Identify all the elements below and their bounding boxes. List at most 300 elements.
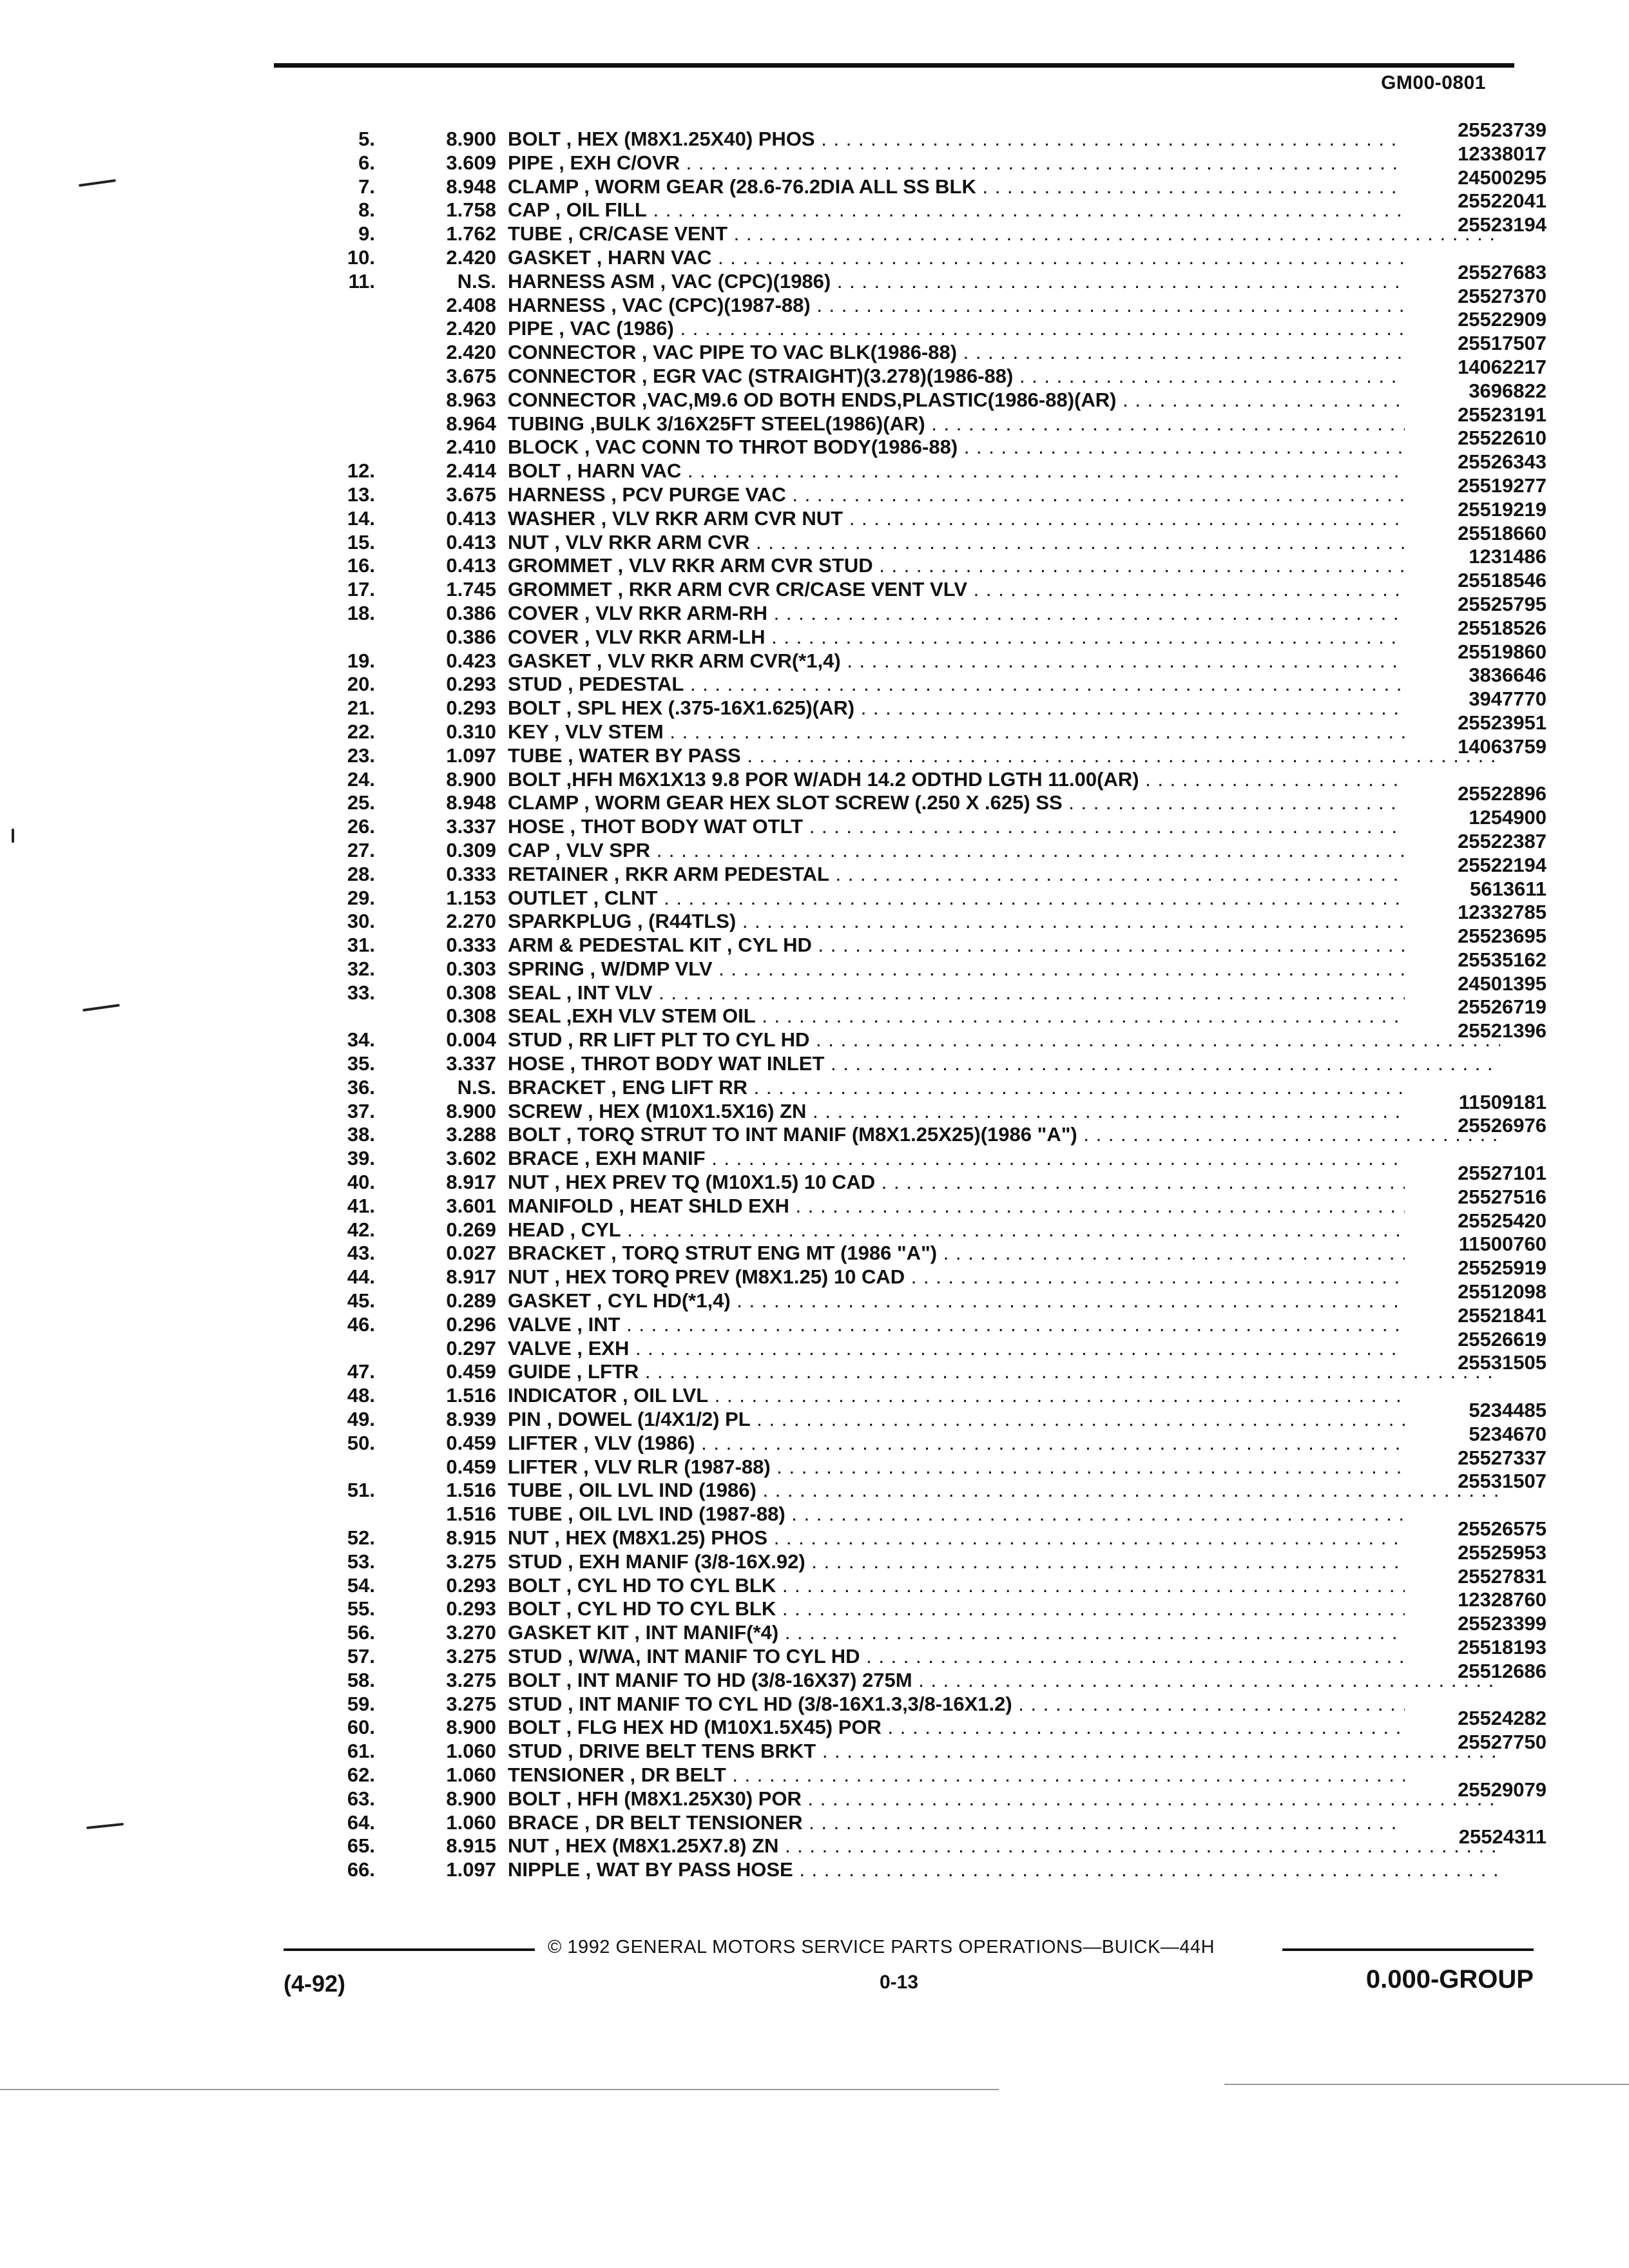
group-code: 0.459	[446, 1431, 496, 1454]
parts-row	[303, 995, 1547, 1028]
parts-row	[303, 1303, 1547, 1337]
part-description: HARNESS , PCV PURGE VAC . . .	[508, 483, 1500, 507]
ref-number: 28.	[347, 862, 375, 885]
parts-row	[303, 782, 1547, 815]
ref-number: 47.	[347, 1360, 375, 1383]
part-description: MANIFOLD , HEAT SHLD EXH . . .	[508, 1195, 1500, 1218]
ref-number: 55.	[347, 1597, 375, 1620]
part-description: CLAMP , WORM GEAR HEX SLOT SCREW (.250 X .625) SS . . .	[508, 791, 1500, 815]
group-code: 2.410	[446, 436, 496, 459]
part-number: 25512686	[1405, 1660, 1547, 1684]
parts-row	[303, 1636, 1547, 1669]
group-code: 1.097	[446, 744, 496, 767]
group-code: 0.413	[446, 554, 496, 577]
part-number: 25526575	[1405, 1517, 1547, 1541]
ref-number: 49.	[347, 1408, 375, 1431]
group-code: 3.337	[446, 1052, 496, 1075]
part-number: 25525795	[1405, 593, 1547, 617]
parts-row	[303, 142, 1547, 175]
part-description: GROMMET , VLV RKR ARM CVR STUD . . .	[508, 554, 1500, 578]
part-description: OUTLET , CLNT . . .	[508, 887, 1500, 910]
ref-number: 51.	[347, 1479, 375, 1502]
ref-number: 42.	[347, 1218, 375, 1241]
parts-row	[303, 166, 1547, 199]
group-code: 2.420	[446, 341, 496, 364]
part-description: HEAD , CYL . . .	[508, 1218, 1500, 1242]
parts-row	[303, 1327, 1547, 1361]
ref-number: 29.	[347, 886, 375, 909]
ref-number: 8.	[358, 198, 375, 222]
ref-number: 6.	[358, 151, 375, 174]
group-code: 3.275	[446, 1645, 496, 1667]
parts-row	[303, 735, 1547, 768]
ref-number: 52.	[347, 1526, 375, 1550]
part-description: RETAINER , RKR ARM PEDESTAL . . .	[508, 863, 1500, 887]
parts-row	[303, 1384, 1547, 1408]
ref-number: 14.	[347, 506, 375, 530]
parts-row	[303, 711, 1547, 744]
parts-row	[303, 497, 1547, 531]
group-code: 8.915	[446, 1526, 496, 1550]
part-description: HOSE , THOT BODY WAT OTLT . . .	[508, 815, 1500, 839]
ref-number: 44.	[347, 1265, 375, 1289]
part-description: BRACE , DR BELT TENSIONER . . .	[508, 1811, 1500, 1835]
part-number: 25531505	[1405, 1351, 1547, 1375]
parts-row	[303, 877, 1547, 910]
parts-row	[303, 1446, 1547, 1479]
ref-number: 30.	[347, 910, 375, 933]
group-code: N.S.	[457, 1075, 496, 1099]
parts-row	[303, 189, 1547, 222]
ref-number: 13.	[347, 483, 375, 506]
parts-row	[303, 1147, 1547, 1171]
part-number: 25523191	[1405, 403, 1547, 427]
document-code: GM00-0801	[1381, 72, 1486, 93]
group-code: 0.423	[446, 649, 496, 672]
copyright-notice: © 1992 GENERAL MOTORS SERVICE PARTS OPERATIONS—BUICK—44H	[548, 1937, 1215, 1957]
group-code: 0.308	[446, 1004, 496, 1028]
part-description: COVER , VLV RKR ARM-RH . . .	[508, 602, 1500, 626]
part-number: 25527683	[1405, 261, 1547, 285]
part-description: COVER , VLV RKR ARM-LH . . .	[508, 626, 1500, 649]
group-code: 8.964	[446, 412, 496, 435]
group-code: 0.269	[446, 1218, 496, 1241]
parts-row	[303, 664, 1547, 697]
group-code: 8.948	[446, 175, 496, 198]
part-number: 25527337	[1405, 1446, 1547, 1470]
parts-row	[303, 1076, 1547, 1100]
part-number: 25519860	[1405, 640, 1547, 664]
group-code: 1.516	[446, 1384, 496, 1407]
part-description: HARNESS ASM , VAC (CPC)(1986) . . .	[508, 270, 1500, 294]
part-description: GASKET , VLV RKR ARM CVR(*1,4) . . .	[508, 649, 1500, 673]
part-description: GASKET , HARN VAC . . .	[508, 246, 1500, 270]
revision-date: (4-92)	[284, 1970, 346, 1997]
part-description: CAP , OIL FILL . . .	[508, 198, 1500, 222]
ref-number: 50.	[347, 1431, 375, 1454]
part-number: 25518193	[1405, 1636, 1547, 1660]
ref-number: 36.	[347, 1075, 375, 1099]
group-code: 3.337	[446, 815, 496, 838]
parts-row	[303, 246, 1547, 270]
parts-row	[303, 1811, 1547, 1835]
part-number: 25525420	[1405, 1209, 1547, 1233]
group-code: 0.004	[446, 1028, 496, 1052]
part-number: 25531507	[1405, 1470, 1547, 1494]
parts-row	[303, 379, 1547, 412]
page-number: 0-13	[880, 1972, 919, 1993]
ref-number: 46.	[347, 1312, 375, 1336]
parts-row	[303, 901, 1547, 934]
parts-row	[303, 1564, 1547, 1598]
group-code: 0.459	[446, 1455, 496, 1478]
group-code: 0.293	[446, 1573, 496, 1597]
parts-row	[303, 403, 1547, 436]
parts-row	[303, 284, 1547, 318]
part-number: 1254900	[1405, 806, 1547, 830]
part-number: 25523951	[1405, 711, 1547, 735]
header-rule	[274, 63, 1514, 68]
parts-row	[303, 972, 1547, 1005]
ref-number: 7.	[358, 175, 375, 198]
part-number: 25522041	[1405, 189, 1547, 213]
part-description: NUT , HEX TORQ PREV (M8X1.25) 10 CAD . . .	[508, 1265, 1500, 1289]
ref-number: 38.	[347, 1123, 375, 1146]
part-description: GASKET KIT , INT MANIF(*4) . . .	[508, 1621, 1500, 1645]
parts-row	[303, 1763, 1547, 1787]
parts-row	[303, 119, 1547, 151]
part-number: 25527101	[1405, 1162, 1547, 1186]
group-code: 3.288	[446, 1123, 496, 1146]
footer-rule	[284, 1948, 535, 1951]
part-number: 25527831	[1405, 1565, 1547, 1589]
part-description: GROMMET , RKR ARM CVR CR/CASE VENT VLV . . .	[508, 578, 1500, 602]
parts-row	[303, 1470, 1547, 1503]
ref-number: 41.	[347, 1194, 375, 1217]
ref-number: 24.	[347, 767, 375, 791]
ref-number: 32.	[347, 957, 375, 980]
group-code: 1.060	[446, 1740, 496, 1763]
part-number: 24500295	[1405, 166, 1547, 190]
ref-number: 63.	[347, 1787, 375, 1810]
group-code: 8.948	[446, 791, 496, 814]
part-number: 25512098	[1405, 1280, 1547, 1304]
scan-edge-line	[1224, 2084, 1629, 2085]
group-code: 0.333	[446, 862, 496, 885]
ref-number: 11.	[348, 269, 375, 293]
parts-row	[303, 1612, 1547, 1645]
part-description: LIFTER , VLV RLR (1987-88) . . .	[508, 1456, 1500, 1479]
part-number: 25522387	[1405, 830, 1547, 854]
group-label: 0.000-GROUP	[1365, 1965, 1534, 1994]
part-number: 5234670	[1405, 1423, 1547, 1446]
part-number: 11509181	[1405, 1091, 1547, 1115]
part-description: LIFTER , VLV (1986) . . .	[508, 1432, 1500, 1456]
parts-row	[303, 545, 1547, 578]
part-description: SEAL ,EXH VLV STEM OIL . . .	[508, 1004, 1500, 1028]
part-number: 25521841	[1405, 1304, 1547, 1328]
part-description: BRACKET , TORQ STRUT ENG MT (1986 "A") . . .	[508, 1242, 1500, 1265]
ref-number: 5.	[358, 128, 375, 150]
group-code: 2.420	[446, 245, 496, 269]
part-description: STUD , EXH MANIF (3/8-16X.92) . . .	[508, 1550, 1500, 1574]
part-number: 25518660	[1405, 522, 1547, 546]
parts-row	[303, 1731, 1547, 1763]
parts-row	[303, 450, 1547, 483]
ref-number: 19.	[347, 649, 375, 672]
part-description: PIPE , EXH C/OVR . . .	[508, 151, 1500, 175]
part-number: 12332785	[1405, 901, 1547, 925]
parts-row	[303, 355, 1547, 389]
scan-mark	[12, 829, 14, 843]
part-number: 25524282	[1405, 1707, 1547, 1731]
group-code: 0.309	[446, 838, 496, 861]
ref-number: 40.	[347, 1171, 375, 1194]
part-description: STUD , PEDESTAL . . .	[508, 673, 1500, 697]
group-code: 1.745	[446, 578, 496, 601]
parts-row	[303, 1090, 1547, 1124]
part-number: 25535162	[1405, 948, 1547, 972]
part-number: 25519219	[1405, 498, 1547, 522]
ref-number: 23.	[347, 744, 375, 767]
part-description: SEAL , INT VLV . . .	[508, 981, 1500, 1005]
parts-row	[303, 308, 1547, 341]
group-code: 0.293	[446, 697, 496, 720]
part-description: BLOCK , VAC CONN TO THROT BODY(1986-88) . . .	[508, 436, 1500, 459]
parts-row	[303, 1162, 1547, 1195]
ref-number: 57.	[347, 1645, 375, 1667]
parts-row	[303, 1503, 1547, 1526]
part-description: VALVE , EXH . . .	[508, 1337, 1500, 1361]
part-number: 25525919	[1405, 1256, 1547, 1280]
parts-row	[303, 829, 1547, 863]
part-number: 25523194	[1405, 213, 1547, 237]
group-code: 8.900	[446, 128, 496, 150]
group-code: 8.915	[446, 1834, 496, 1858]
ref-number: 66.	[347, 1858, 375, 1881]
group-code: 3.602	[446, 1147, 496, 1170]
part-description: BOLT ,HFH M6X1X13 9.8 POR W/ADH 14.2 ODTHD LGTH 11.00(AR) . . .	[508, 768, 1500, 792]
part-description: BOLT , HFH (M8X1.25X30) POR . . .	[508, 1787, 1500, 1811]
parts-row	[303, 213, 1547, 246]
parts-row	[303, 687, 1547, 720]
group-code: 3.275	[446, 1668, 496, 1691]
part-description: TUBE , CR/CASE VENT . . .	[508, 222, 1500, 246]
group-code: 0.333	[446, 934, 496, 957]
group-code: 0.386	[446, 601, 496, 624]
part-description: INDICATOR , OIL LVL . . .	[508, 1384, 1500, 1408]
footer-rule	[1282, 1948, 1534, 1951]
parts-row	[303, 1422, 1547, 1456]
group-code: 3.275	[446, 1550, 496, 1573]
parts-row	[303, 1825, 1547, 1858]
ref-number: 59.	[347, 1692, 375, 1715]
group-code: 8.917	[446, 1265, 496, 1289]
parts-row	[303, 1541, 1547, 1574]
ref-number: 53.	[347, 1550, 375, 1573]
ref-number: 10.	[347, 245, 375, 269]
ref-number: 56.	[347, 1621, 375, 1644]
parts-row	[303, 1185, 1547, 1218]
group-code: 0.413	[446, 530, 496, 553]
parts-row	[303, 1588, 1547, 1621]
group-code: 8.900	[446, 1787, 496, 1810]
group-code: 0.027	[446, 1242, 496, 1265]
part-number: 5234485	[1405, 1399, 1547, 1423]
group-code: 2.270	[446, 910, 496, 933]
parts-row	[303, 768, 1547, 792]
part-number: 11500760	[1405, 1233, 1547, 1256]
ref-number: 54.	[347, 1573, 375, 1597]
part-description: BOLT , CYL HD TO CYL BLK . . .	[508, 1574, 1500, 1598]
part-description: ARM & PEDESTAL KIT , CYL HD . . .	[508, 934, 1500, 957]
part-description: CONNECTOR , EGR VAC (STRAIGHT)(3.278)(1986-88) . . .	[508, 365, 1500, 389]
group-code: 3.601	[446, 1194, 496, 1217]
group-code: 1.097	[446, 1858, 496, 1881]
group-code: 0.310	[446, 720, 496, 743]
parts-row	[303, 521, 1547, 555]
part-description: STUD , DRIVE BELT TENS BRKT . . .	[508, 1740, 1500, 1763]
parts-row	[303, 925, 1547, 957]
part-number: 25522194	[1405, 854, 1547, 878]
ref-number: 58.	[347, 1668, 375, 1691]
part-number: 25529079	[1405, 1778, 1547, 1802]
part-number: 12338017	[1405, 142, 1547, 166]
part-description: BOLT , HARN VAC . . .	[508, 459, 1500, 483]
group-code: 0.297	[446, 1336, 496, 1360]
part-description: STUD , W/WA, INT MANIF TO CYL HD . . .	[508, 1645, 1500, 1669]
ref-number: 35.	[347, 1052, 375, 1075]
part-description: BOLT , INT MANIF TO HD (3/8-16X37) 275M . . .	[508, 1669, 1500, 1693]
ref-number: 45.	[347, 1289, 375, 1312]
group-code: 3.609	[446, 151, 496, 174]
parts-row	[303, 1858, 1547, 1882]
group-code: 1.153	[446, 886, 496, 909]
ref-number: 17.	[347, 578, 375, 601]
part-description: SPRING , W/DMP VLV . . .	[508, 957, 1500, 981]
page-footer	[284, 1933, 1534, 2023]
part-number: 25527516	[1405, 1186, 1547, 1209]
part-description: BOLT , SPL HEX (.375-16X1.625)(AR) . . .	[508, 697, 1500, 720]
group-code: 0.296	[446, 1312, 496, 1336]
ref-number: 27.	[347, 838, 375, 861]
ref-number: 48.	[347, 1384, 375, 1407]
part-description: BOLT , TORQ STRUT TO INT MANIF (M8X1.25X25)(1986 "A") . . .	[508, 1123, 1500, 1147]
parts-row	[303, 1052, 1547, 1076]
part-description: GASKET , CYL HD(*1,4) . . .	[508, 1289, 1500, 1313]
ref-number: 43.	[347, 1242, 375, 1265]
parts-row	[303, 1778, 1547, 1811]
scan-edge-line	[0, 2089, 999, 2090]
part-number: 5613611	[1405, 878, 1547, 901]
parts-row	[303, 1351, 1547, 1384]
part-number: 25521396	[1405, 1019, 1547, 1043]
parts-row	[303, 260, 1547, 294]
group-code: 3.675	[446, 364, 496, 387]
part-description: TUBING ,BULK 3/16X25FT STEEL(1986)(AR) . . .	[508, 412, 1500, 436]
parts-list	[303, 119, 1547, 1882]
ref-number: 64.	[347, 1811, 375, 1834]
part-description: KEY , VLV STEM . . .	[508, 720, 1500, 744]
ref-number: 60.	[347, 1716, 375, 1739]
part-description: TUBE , OIL LVL IND (1987-88) . . .	[508, 1503, 1500, 1526]
part-number: 25522896	[1405, 782, 1547, 806]
part-description: TENSIONER , DR BELT . . .	[508, 1763, 1500, 1787]
group-code: 0.459	[446, 1360, 496, 1383]
parts-row	[303, 1019, 1547, 1052]
parts-row	[303, 616, 1547, 649]
part-description: SCREW , HEX (M10X1.5X16) ZN . . .	[508, 1100, 1500, 1124]
scan-mark	[82, 1004, 120, 1012]
part-description: VALVE , INT . . .	[508, 1313, 1500, 1337]
part-description: PIPE , VAC (1986) . . .	[508, 317, 1500, 341]
parts-row	[303, 1114, 1547, 1147]
group-code: 2.414	[446, 459, 496, 483]
part-number: 25523739	[1405, 119, 1547, 142]
part-number: 25527750	[1405, 1731, 1547, 1754]
ref-number: 12.	[347, 459, 375, 483]
ref-number: 25.	[347, 791, 375, 814]
group-code: 0.289	[446, 1289, 496, 1312]
part-number: 25517507	[1405, 332, 1547, 356]
part-description: CLAMP , WORM GEAR (28.6-76.2DIA ALL SS BLK . . .	[508, 175, 1500, 199]
part-number: 3696822	[1405, 380, 1547, 403]
parts-row	[303, 1517, 1547, 1550]
group-code: 0.293	[446, 673, 496, 696]
parts-row	[303, 1399, 1547, 1432]
part-description: STUD , RR LIFT PLT TO CYL HD . . .	[508, 1028, 1500, 1052]
ref-number: 65.	[347, 1834, 375, 1858]
parts-row	[303, 427, 1547, 459]
part-number: 1231486	[1405, 545, 1547, 569]
part-number: 12328760	[1405, 1588, 1547, 1612]
parts-row	[303, 332, 1547, 365]
ref-number: 15.	[347, 530, 375, 553]
ref-number: 34.	[347, 1028, 375, 1052]
part-number: 25518546	[1405, 569, 1547, 593]
part-number: 25523399	[1405, 1612, 1547, 1636]
part-description: SPARKPLUG , (R44TLS) . . .	[508, 910, 1500, 934]
part-number: 25527370	[1405, 285, 1547, 309]
part-description: GUIDE , LFTR . . .	[508, 1360, 1500, 1384]
part-description: BRACE , EXH MANIF . . .	[508, 1147, 1500, 1171]
part-description: NUT , VLV RKR ARM CVR . . .	[508, 531, 1500, 555]
part-description: TUBE , WATER BY PASS . . .	[508, 744, 1500, 768]
part-number: 25525953	[1405, 1541, 1547, 1565]
part-description: NUT , HEX (M8X1.25) PHOS . . .	[508, 1526, 1500, 1550]
group-code: 3.675	[446, 483, 496, 506]
group-code: 1.762	[446, 222, 496, 245]
ref-number: 39.	[347, 1147, 375, 1170]
parts-row	[303, 474, 1547, 507]
parts-row	[303, 1280, 1547, 1313]
part-number: 25523695	[1405, 925, 1547, 948]
part-number: 25526619	[1405, 1328, 1547, 1352]
group-code: 0.303	[446, 957, 496, 980]
group-code: 8.963	[446, 388, 496, 411]
part-description: CAP , VLV SPR . . .	[508, 839, 1500, 863]
part-description: CONNECTOR ,VAC,M9.6 OD BOTH ENDS,PLASTIC(1986-88)(AR) . . .	[508, 389, 1500, 412]
group-code: 1.060	[446, 1763, 496, 1786]
ref-number: 62.	[347, 1763, 375, 1786]
group-code: 8.917	[446, 1171, 496, 1194]
part-description: BRACKET , ENG LIFT RR . . .	[508, 1076, 1500, 1100]
ref-number: 61.	[347, 1740, 375, 1763]
part-number: 3947770	[1405, 687, 1547, 711]
part-description: STUD , INT MANIF TO CYL HD (3/8-16X1.3,3/8-16X1.2) . . .	[508, 1693, 1500, 1716]
ref-number: 20.	[347, 673, 375, 696]
part-description: NIPPLE , WAT BY PASS HOSE . . .	[508, 1858, 1500, 1882]
